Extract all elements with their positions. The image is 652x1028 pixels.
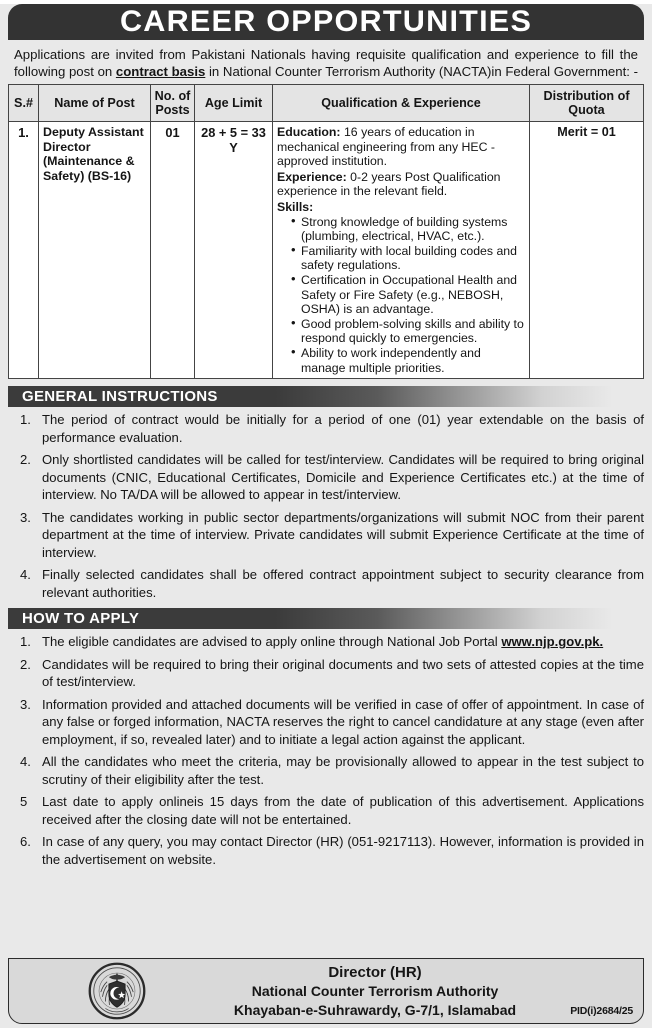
cell-distribution-of-quota: Merit = 01: [530, 122, 644, 379]
page-title-banner: [8, 4, 644, 40]
section-bar-general-instructions: [8, 386, 644, 407]
list-item: [8, 633, 644, 651]
list-item-number: 2.: [20, 452, 31, 468]
experience-text: 0-2 years Post Qualification experience in the relevant field.: [277, 169, 501, 199]
skills-label: Skills:: [277, 199, 314, 214]
list-item: [8, 656, 644, 691]
footer-address-block: [147, 963, 643, 1020]
list-item: [8, 566, 644, 601]
list-item-number: 1.: [20, 412, 31, 428]
list-item: [8, 753, 644, 788]
cell-age-limit: 28 + 5 = 33 Y: [195, 122, 273, 379]
cell-sno: 1.: [9, 122, 39, 379]
list-item-text-body: The eligible candidates are advised to apply online through National Job Portal: [42, 634, 502, 650]
intro-text-part1: Applications are invited from Pakistani Nationals having requisite qualification and experience to fill the following post on: [14, 47, 638, 79]
list-item-number: 6.: [20, 834, 31, 850]
footer-address: Khayaban-e-Suhrawardy, G-7/1, Islamabad: [233, 1001, 517, 1018]
experience-line: [277, 170, 525, 199]
list-item: [8, 509, 644, 562]
footer-organization-name: National Counter Terrorism Authority: [251, 982, 499, 999]
footer-director-title: Director (HR): [328, 963, 422, 981]
column-header-distribution-of-quota: Distribution of Quota: [530, 85, 644, 122]
list-item-text: In case of any query, you may contact Director (HR) (051-9217113). However, information is provided in the advertisement on website.: [42, 834, 644, 867]
list-item-number: 4.: [20, 754, 31, 770]
list-item-text: Information provided and attached documents will be verified in case of offer of appointment. In case of any false or forged information, NACTA reserves the right to cancel candidature at any stage (even after employment, if so, revealed later) and to initiate a legal action against the applicant.: [42, 696, 644, 747]
skill-item: • Familiarity with local building codes and safety regulations.: [291, 244, 525, 273]
list-item-text: All the candidates who meet the criteria, may be provisionally allowed to appear in the test subject to scrutiny of their eligibility after the test.: [42, 754, 644, 787]
intro-text-part2: in National Counter Terrorism Authority (NACTA)in Federal Government: -: [205, 64, 638, 79]
nacta-emblem-logo-icon: [87, 962, 147, 1020]
general-instructions-list: [8, 411, 644, 601]
cell-name-of-post: Deputy Assistant Director (Maintenance & Safety) (BS-16): [39, 122, 151, 379]
footer-pid-number: PID(i)2684/25: [570, 1005, 633, 1017]
list-item-number: 1.: [20, 634, 31, 650]
skill-item: • Certification in Occupational Health and Safety or Fire Safety (e.g., NEBOSH, OSHA) is an advantage.: [291, 273, 525, 317]
skills-list: [277, 215, 525, 376]
list-item-text: Candidates will be required to bring their original documents and two sets of attested copies at the time of test/interview.: [42, 656, 644, 690]
table-row: [9, 122, 644, 379]
column-header-qualification-experience: Qualification & Experience: [273, 85, 530, 122]
education-text: 16 years of education in mechanical engineering from any HEC - approved institution.: [277, 125, 496, 169]
list-item-number: 3.: [20, 509, 31, 525]
list-item-text: Only shortlisted candidates will be called for test/interview. Candidates will be required to bring original documents (CNIC, Educational Certificates, Domicile and Experience Certificates etc.) at the time of interview. No TA/DA will be allowed to appear in test/interview.: [42, 452, 644, 503]
column-header-sno: S.#: [9, 85, 39, 122]
list-item: [8, 793, 644, 828]
experience-label: Experience:: [277, 169, 347, 184]
section-bar-how-to-apply: [8, 608, 644, 629]
education-label: Education:: [277, 125, 341, 139]
njp-portal-link[interactable]: www.njp.gov.pk.: [501, 634, 604, 650]
list-item-number: 2.: [20, 656, 31, 672]
table-header-row: [9, 85, 644, 122]
jobs-table: [8, 84, 644, 379]
list-item-number: 4.: [20, 567, 31, 583]
skill-item: • Good problem-solving skills and ability to respond quickly to emergencies.: [291, 317, 525, 346]
list-item: [8, 451, 644, 504]
section-heading-how-to-apply: HOW TO APPLY: [22, 610, 140, 628]
intro-emphasis-contract-basis: contract basis: [115, 64, 206, 79]
cell-qualification-experience: [273, 122, 530, 379]
cell-no-of-posts: 01: [151, 122, 195, 379]
list-item-text: The candidates working in public sector departments/organizations will submit NOC from their parent department at the time of interview. Private candidates will submit Experience Certificate at the time of interview.: [42, 509, 644, 560]
skill-item: • Ability to work independently and manage multiple priorities.: [291, 346, 525, 375]
footer: [8, 958, 644, 1024]
list-item-number: 3.: [20, 696, 31, 712]
column-header-name-of-post: Name of Post: [39, 85, 151, 122]
list-item-text: Last date to apply onlineis 15 days from the date of publication of this advertisement. Applications received after the closing date will not be entertained.: [42, 794, 644, 827]
education-line: [277, 125, 525, 169]
list-item-number: 5: [20, 794, 28, 810]
list-item-text: Finally selected candidates shall be offered contract appointment subject to security clearance from relevant authorities.: [42, 567, 644, 600]
list-item: [8, 696, 644, 749]
list-item-text: The period of contract would be initially for a period of one (01) year extendable on the basis of performance evaluation.: [42, 412, 644, 445]
column-header-no-of-posts: No. of Posts: [151, 85, 195, 122]
intro-paragraph: [8, 40, 644, 84]
skill-item: • Strong knowledge of building systems (plumbing, electrical, HVAC, etc.).: [291, 215, 525, 244]
advertisement-page: [0, 4, 652, 1028]
list-item: [8, 833, 644, 868]
section-heading-general-instructions: GENERAL INSTRUCTIONS: [22, 388, 218, 406]
how-to-apply-list: [8, 633, 644, 868]
list-item: [8, 411, 644, 446]
page-title: CAREER OPPORTUNITIES: [119, 5, 533, 38]
list-item-text: [42, 633, 644, 651]
column-header-age-limit: Age Limit: [195, 85, 273, 122]
